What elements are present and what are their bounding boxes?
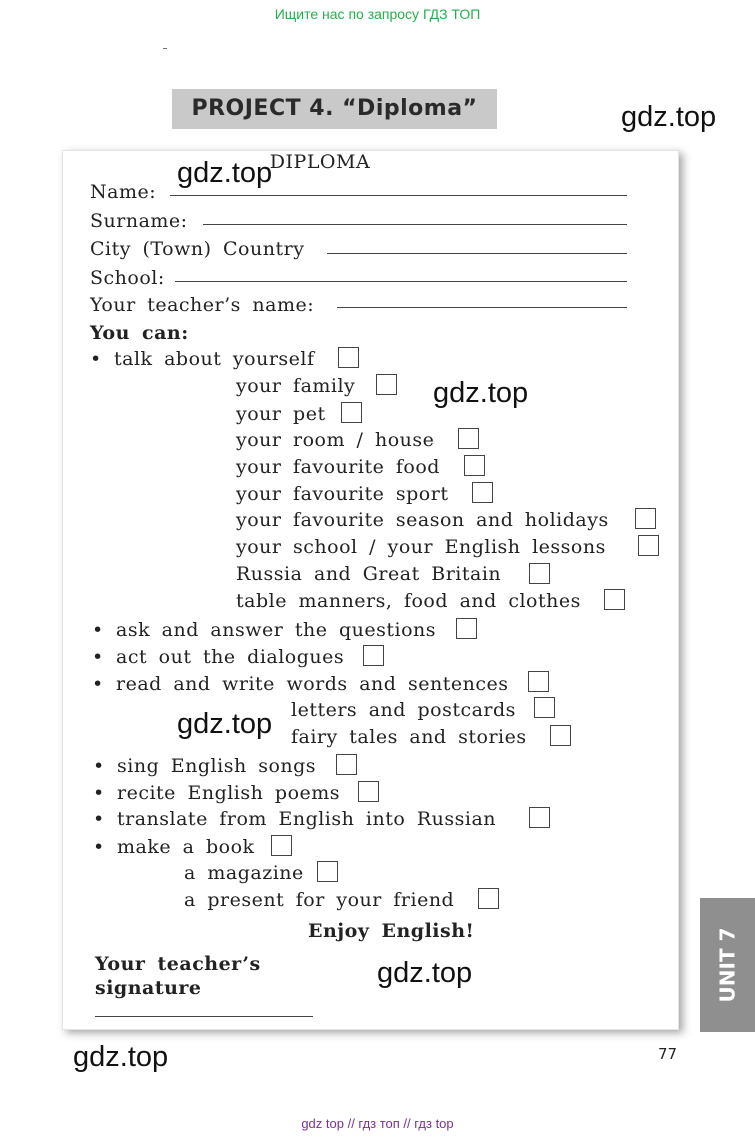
bullet: • — [93, 755, 105, 777]
item-talk-about-yourself: talk about yourself — [114, 348, 315, 370]
watermark-text: gdz.top — [177, 708, 273, 740]
checkbox[interactable] — [604, 589, 625, 610]
bullet: • — [92, 619, 104, 641]
footer-links[interactable]: gdz top // гдз топ // гдз top — [301, 1116, 454, 1131]
enjoy-english: Enjoy English! — [308, 920, 475, 942]
item-translate: translate from English into Russian — [117, 808, 497, 830]
item-favourite-sport: your favourite sport — [236, 483, 449, 505]
checkbox[interactable] — [529, 563, 550, 584]
checkbox[interactable] — [376, 374, 397, 395]
diploma-title: DIPLOMA — [269, 151, 371, 173]
checkbox[interactable] — [341, 402, 362, 423]
item-make-book: make a book — [117, 836, 255, 858]
bullet: • — [93, 782, 105, 804]
checkbox[interactable] — [458, 428, 479, 449]
item-magazine: a magazine — [184, 862, 304, 884]
item-act-out: act out the dialogues — [116, 646, 345, 668]
checkbox[interactable] — [363, 645, 384, 666]
field-label-teacher: Your teacher’s name: — [90, 294, 315, 316]
field-label-surname: Surname: — [90, 210, 188, 232]
item-school-lessons: your school / your English lessons — [236, 536, 606, 558]
field-label-city: City (Town) Country — [90, 238, 305, 260]
checkbox[interactable] — [478, 888, 499, 909]
field-line-school — [175, 281, 627, 282]
item-your-family: your family — [236, 375, 356, 397]
signature-label-line1: Your teacher’s — [95, 953, 261, 975]
field-line-teacher — [337, 307, 627, 308]
field-line-name — [170, 195, 627, 196]
item-season-holidays: your favourite season and holidays — [236, 509, 609, 531]
checkbox[interactable] — [529, 807, 550, 828]
checkbox[interactable] — [638, 535, 659, 556]
checkbox[interactable] — [456, 618, 477, 639]
checkbox[interactable] — [534, 697, 555, 718]
watermark-text: gdz.top — [177, 157, 273, 189]
bullet: • — [93, 808, 105, 830]
item-russia-britain: Russia and Great Britain — [236, 563, 502, 585]
bullet: • — [93, 836, 105, 858]
checkbox[interactable] — [528, 671, 549, 692]
checkbox[interactable] — [317, 861, 338, 882]
item-letters-postcards: letters and postcards — [291, 699, 516, 721]
item-your-room-house: your room / house — [236, 429, 435, 451]
scan-speck — [163, 48, 167, 49]
signature-line — [95, 1016, 313, 1017]
item-read-write: read and write words and sentences — [116, 673, 509, 695]
checkbox[interactable] — [472, 482, 493, 503]
signature-label-line2: signature — [95, 977, 202, 999]
item-fairy-tales: fairy tales and stories — [291, 726, 527, 748]
unit-tab-label-wrap — [700, 898, 755, 1032]
checkbox[interactable] — [271, 835, 292, 856]
checkbox[interactable] — [464, 455, 485, 476]
you-can-heading: You can: — [90, 322, 189, 344]
checkbox[interactable] — [338, 347, 359, 368]
checkbox[interactable] — [635, 508, 656, 529]
item-present: a present for your friend — [184, 889, 455, 911]
checkbox[interactable] — [336, 754, 357, 775]
item-favourite-food: your favourite food — [236, 456, 440, 478]
field-line-surname — [203, 224, 627, 225]
project-title: PROJECT 4. “Diploma” — [172, 89, 497, 129]
bullet: • — [92, 646, 104, 668]
watermark-text: gdz.top — [433, 377, 529, 409]
watermark-text: gdz.top — [621, 101, 717, 133]
field-line-city — [327, 253, 627, 254]
page-number: 77 — [658, 1045, 678, 1063]
checkbox[interactable] — [358, 781, 379, 802]
bullet: • — [92, 673, 104, 695]
unit-tab-label: UNIT 7 — [715, 927, 740, 1003]
field-label-name: Name: — [90, 181, 157, 203]
bullet: • — [90, 348, 102, 370]
search-hint-link[interactable]: Ищите нас по запросу ГДЗ ТОП — [274, 6, 481, 22]
item-your-pet: your pet — [236, 403, 326, 425]
item-sing-songs: sing English songs — [117, 755, 317, 777]
checkbox[interactable] — [550, 725, 571, 746]
field-label-school: School: — [90, 267, 165, 289]
watermark-text: gdz.top — [73, 1041, 169, 1073]
watermark-text: gdz.top — [377, 957, 473, 989]
item-recite-poems: recite English poems — [117, 782, 341, 804]
item-table-manners: table manners, food and clothes — [236, 590, 581, 612]
item-ask-answer: ask and answer the questions — [116, 619, 437, 641]
